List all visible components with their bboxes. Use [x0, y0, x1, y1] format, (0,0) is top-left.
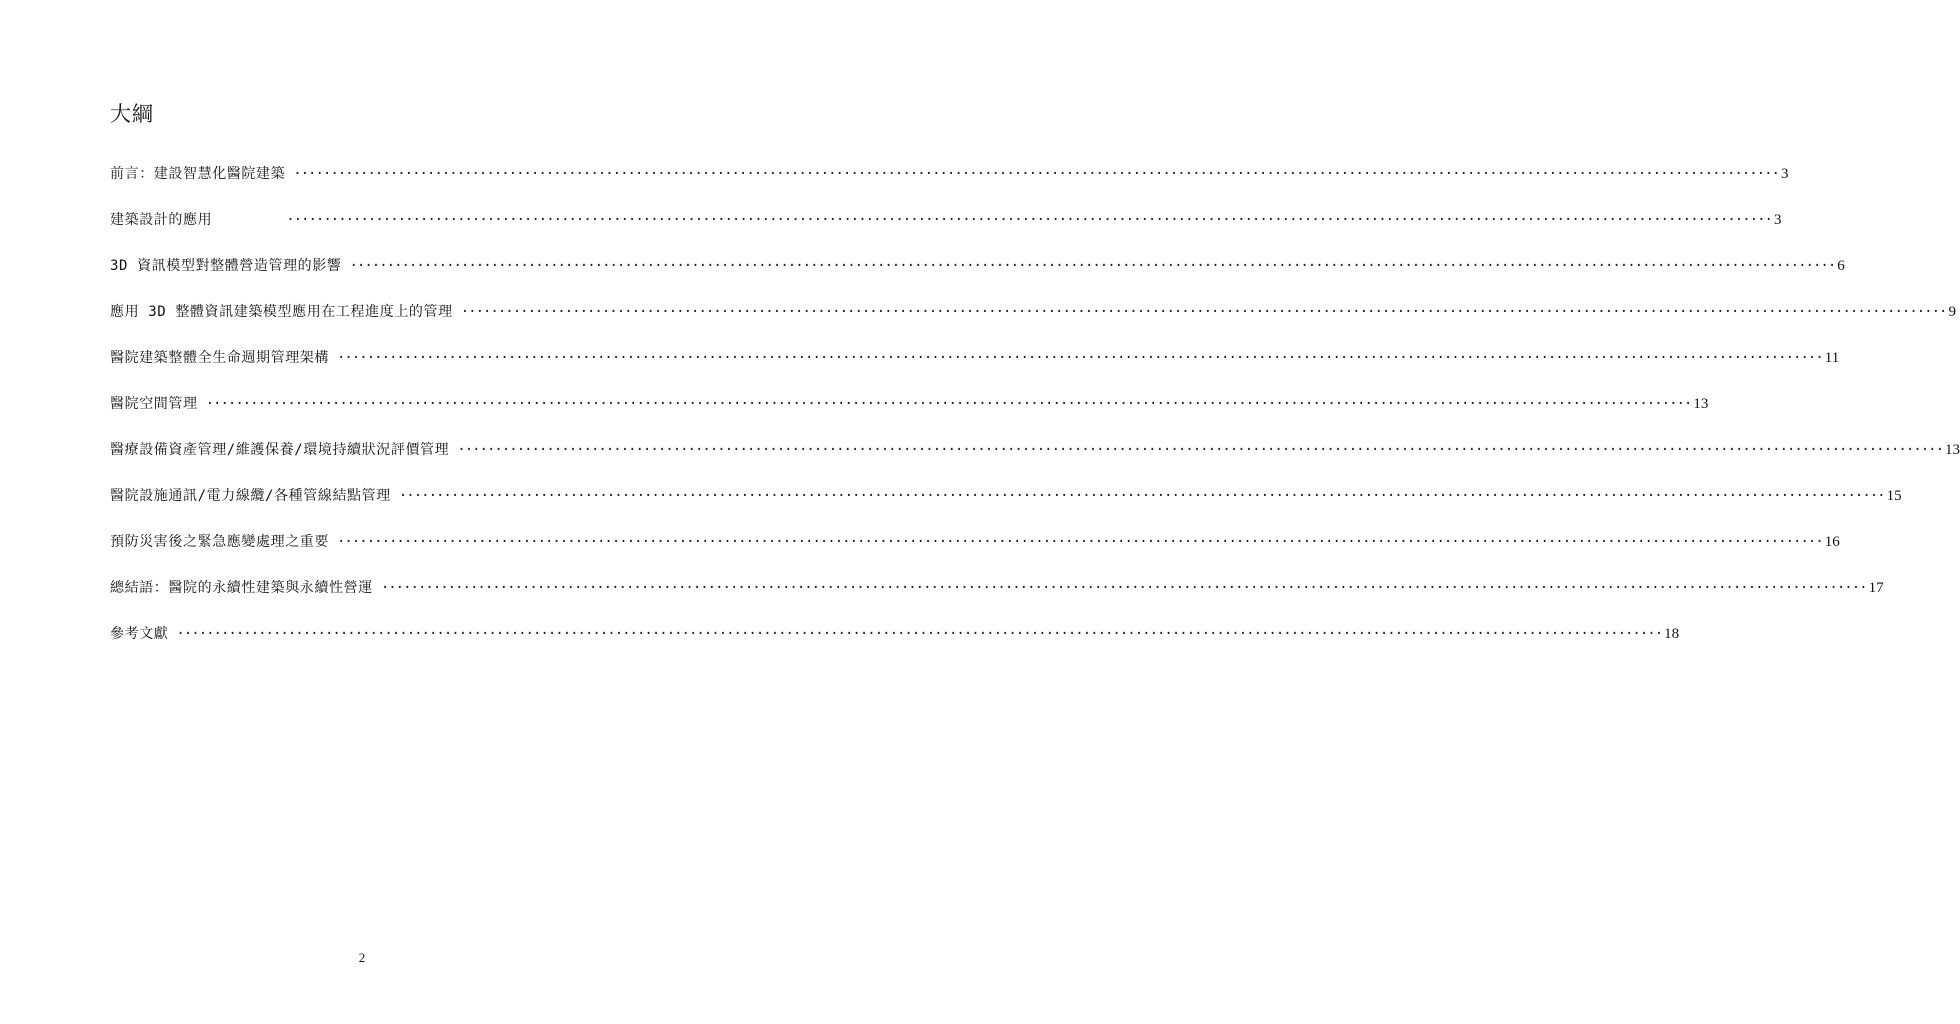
toc-dot-leader: ········································································································································································································: [380, 580, 1867, 596]
toc-dot-leader: ········································································································································································································: [337, 534, 1823, 550]
toc-entry-page: 9: [1948, 304, 1956, 320]
toc-entry-label: 建築設計的應用: [110, 212, 213, 228]
toc-dot-leader: ········································································································································································································: [337, 350, 1823, 366]
toc-entry-page: 17: [1868, 580, 1884, 596]
toc-entry[interactable]: [110, 255, 1845, 301]
toc-entry[interactable]: [110, 301, 1956, 347]
toc-entry-label: 參考文獻: [110, 626, 169, 642]
page-title: 大綱: [110, 102, 154, 126]
toc-entry[interactable]: [110, 347, 1840, 393]
toc-entry-page: 11: [1824, 350, 1840, 366]
toc-entry-page: 15: [1886, 488, 1902, 504]
toc-entry-label: 3D 資訊模型對整體營造管理的影響: [110, 258, 342, 274]
toc-entry-label: 醫院設施通訊/電力線纜/各種管線結點管理: [110, 488, 391, 504]
toc-entry-page: 13: [1693, 396, 1709, 412]
toc-entry[interactable]: [110, 623, 1680, 669]
toc-entry-label: 總結語：醫院的永續性建築與永續性營運: [110, 580, 373, 596]
toc-entry[interactable]: [110, 209, 1782, 255]
toc-entry-page: 16: [1824, 534, 1840, 550]
toc-dot-leader: ········································································································································································································: [349, 258, 1836, 274]
toc-dot-leader: ········································································································································································································: [176, 626, 1663, 642]
toc-entry[interactable]: [110, 163, 1789, 209]
toc-entry[interactable]: [110, 439, 1960, 485]
toc-entry-label: 醫院空間管理: [110, 396, 198, 412]
toc-dot-leader: ········································································································································································································: [398, 488, 1885, 504]
toc-entry-page: 3: [1773, 212, 1782, 228]
toc-entry-page: 6: [1837, 258, 1845, 274]
toc-entry-label: 應用 3D 整體資訊建築模型應用在工程進度上的管理: [110, 304, 453, 320]
page-number: 2: [358, 950, 366, 965]
toc-entry-page: 18: [1664, 626, 1680, 642]
toc-entry-label: 前言：建設智慧化醫院建築: [110, 166, 286, 182]
toc-entry-page: 3: [1780, 166, 1789, 182]
toc-entry-label: 醫療設備資產管理/維護保養/環境持續狀況評價管理: [110, 442, 450, 458]
toc-dot-leader: ········································································································································································································: [286, 212, 1772, 228]
toc-dot-leader: ········································································································································································································: [205, 396, 1692, 412]
table-of-contents: [110, 163, 1960, 669]
toc-entry[interactable]: [110, 485, 1902, 531]
toc-entry[interactable]: [110, 531, 1840, 577]
toc-entry-page: 13: [1945, 442, 1960, 458]
toc-entry-label: 預防災害後之緊急應變處理之重要: [110, 534, 329, 550]
toc-entry[interactable]: [110, 577, 1884, 623]
toc-entry[interactable]: [110, 393, 1709, 439]
toc-dot-leader: ········································································································································································································: [293, 166, 1779, 182]
toc-dot-leader: ········································································································································································································: [457, 442, 1944, 458]
toc-dot-leader: ········································································································································································································: [460, 304, 1947, 320]
toc-entry-label: 醫院建築整體全生命週期管理架構: [110, 350, 329, 366]
